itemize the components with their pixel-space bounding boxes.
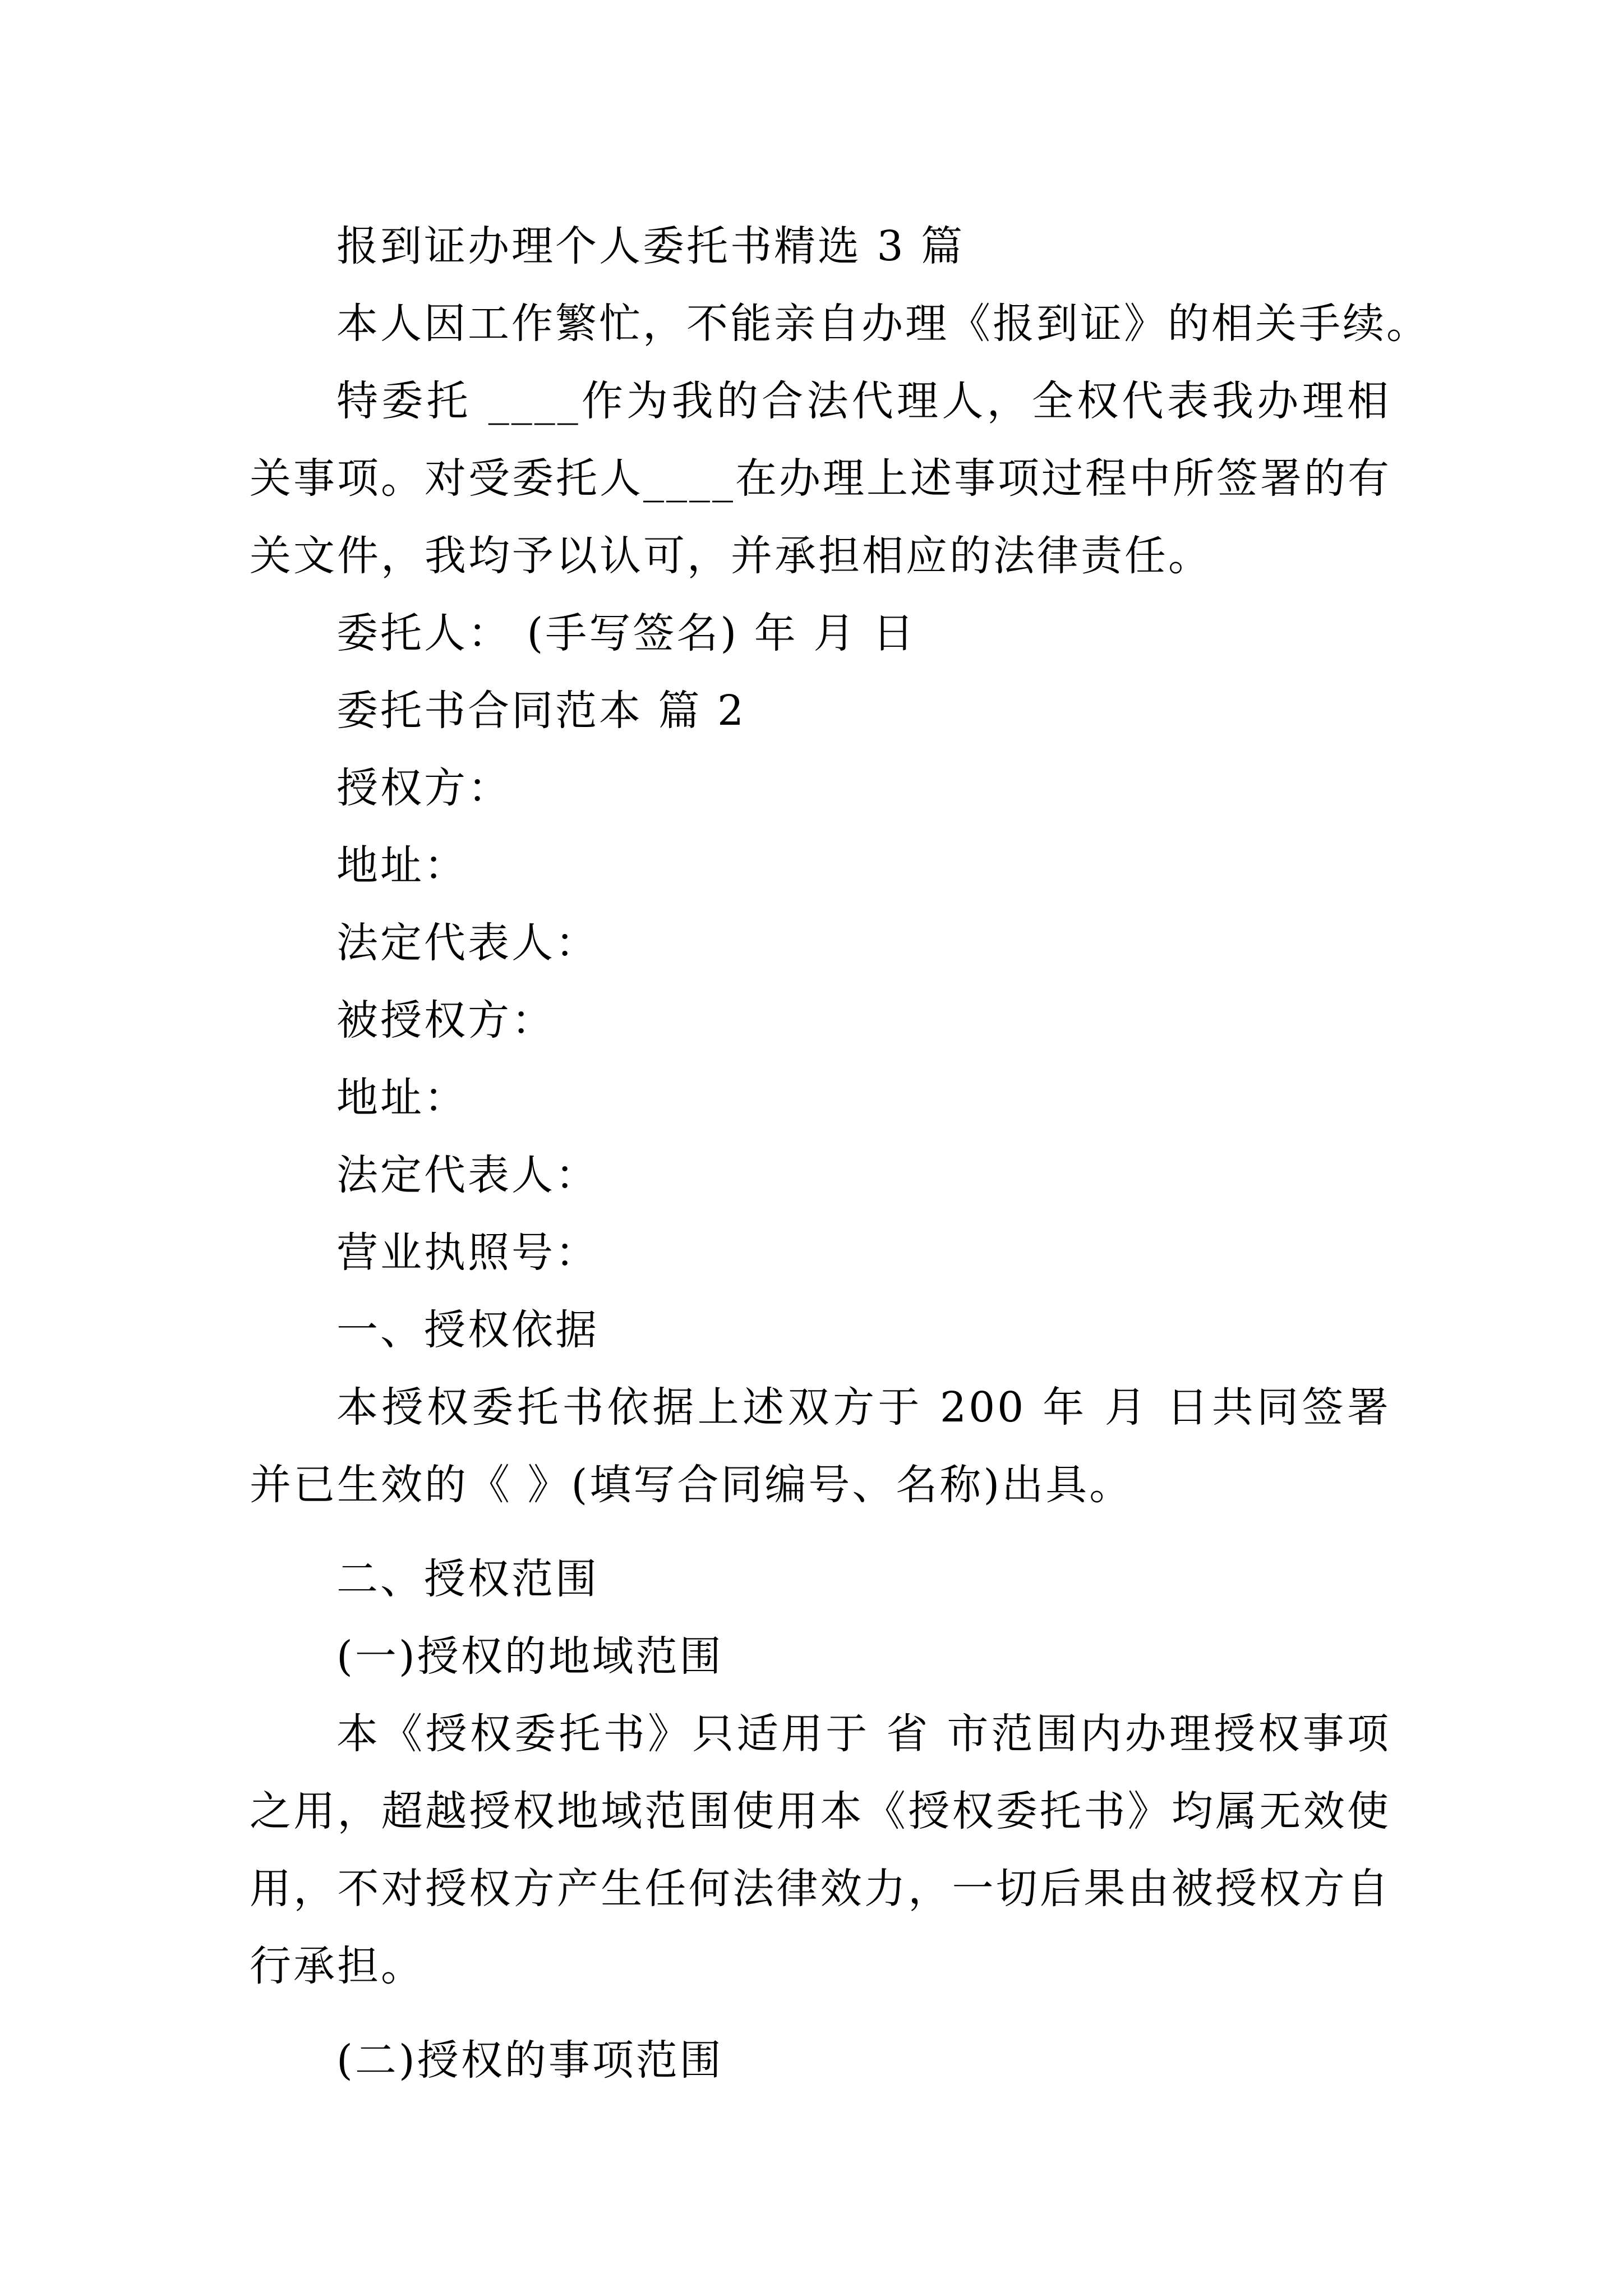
field-business-license: 营业执照号： [336,1228,599,1277]
subsection1-paragraph [250,1695,1391,2005]
paragraph-line: 关文件，我均予以认可，并承担相应的法律责任。 [250,532,1212,580]
document-title: 报到证办理个人委托书精选 3 篇 [336,222,965,270]
field-grantor-address: 地址： [336,841,468,890]
subsection2-title: (二)授权的事项范围 [336,2036,723,2085]
paragraph-line: 之用，超越授权地域范围使用本《授权委托书》均属无效使 [250,1787,1391,1835]
section1-title: 一、授权依据 [336,1306,599,1354]
paragraph-line: 用，不对授权方产生任何法律效力，一切后果由被授权方自 [250,1865,1391,1913]
party-fields [250,749,1391,1291]
field-grantor-legal-rep: 法定代表人： [336,919,599,967]
section-heading: 委托书合同范本 篇 2 [336,687,746,735]
letter1-paragraph-2 [250,362,1391,595]
section2-title: 二、授权范围 [336,1555,599,1603]
paragraph-line: 特委托 ____作为我的合法代理人，全权代表我办理相 [336,377,1391,425]
signature-line: 委托人： (手写签名) 年 月 日 [336,609,916,657]
paragraph-line: 关事项。对受委托人____在办理上述事项过程中所签署的有 [250,454,1391,503]
letter1-paragraph-1: 本人因工作繁忙，不能亲自办理《报到证》的相关手续。 [336,300,1430,348]
field-grantee: 被授权方： [336,996,555,1045]
field-grantee-address: 地址： [336,1074,468,1122]
paragraph-line: 本《授权委托书》只适用于 省 市范围内办理授权事项 [336,1710,1391,1758]
document-body [250,208,1430,2099]
field-grantor: 授权方： [336,764,511,812]
subsection1-title: (一)授权的地域范围 [336,1632,723,1681]
paragraph-line: 行承担。 [250,1942,425,1990]
section1-paragraph [250,1369,1391,1524]
paragraph-line: 本授权委托书依据上述双方于 200 年 月 日共同签署 [336,1383,1391,1432]
field-grantee-legal-rep: 法定代表人： [336,1151,599,1199]
paragraph-line: 并已生效的《 》(填写合同编号、名称)出具。 [250,1461,1133,1509]
